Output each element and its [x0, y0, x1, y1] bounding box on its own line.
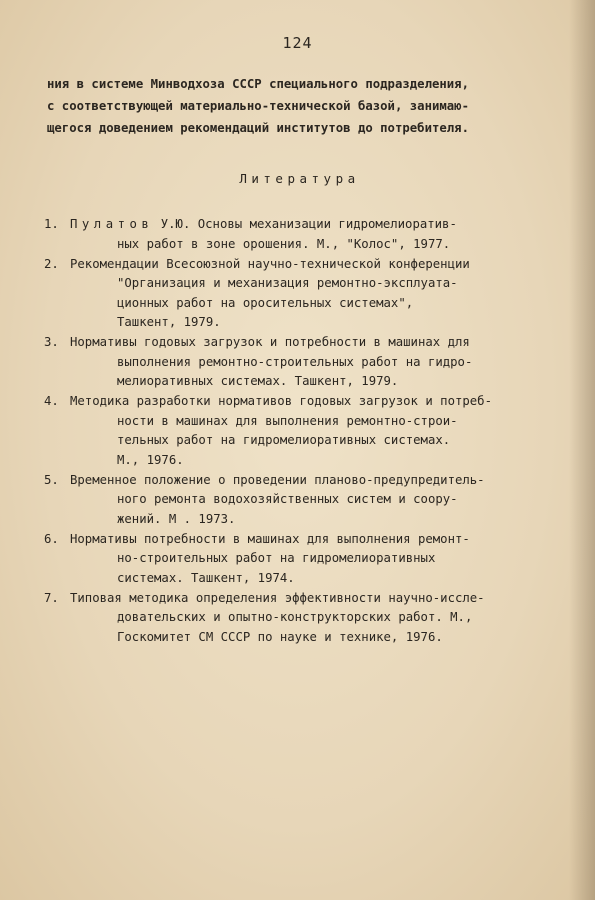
reference-line: но-строительных работ на гидромелиоративных: [117, 551, 436, 565]
reference-line: ного ремонта водохозяйственных систем и соору-: [117, 492, 458, 506]
reference-line: [44, 215, 574, 235]
intro-line: ния в системе Минводхоза СССР специального подразделения,: [47, 77, 469, 91]
reference-line: выполнения ремонтно-строительных работ на гидро-: [117, 354, 473, 369]
reference-line: жений. М . 1973.: [117, 511, 236, 526]
page-number: 124: [282, 34, 313, 52]
reference-line: Типовая методика определения эффективности научно-иссле-: [70, 590, 485, 605]
reference-number: 1.: [44, 217, 59, 231]
reference-line: тельных работ на гидромелиоративных системах.: [117, 433, 451, 447]
reference-line: ности в машинах для выполнения ремонтно-строи-: [117, 413, 458, 428]
reference-item-4: [44, 392, 574, 470]
reference-line: "Организация и механизация ремонтно-эксплуата-: [117, 276, 458, 290]
reference-text: У.Ю. Основы механизации гидромелиоратив-: [160, 217, 457, 231]
reference-line: ционных работ на оросительных системах",: [117, 295, 414, 310]
intro-line: щегося доведением рекомендаций институтов до потребителя.: [47, 121, 469, 135]
reference-line: Ташкент, 1979.: [117, 315, 221, 329]
reference-number: 2.: [44, 256, 59, 271]
intro-paragraph: [47, 73, 567, 139]
reference-line: М., 1976.: [117, 452, 184, 467]
reference-line: Рекомендации Всесоюзной научно-технической конференции: [70, 256, 470, 271]
reference-item-6: [44, 530, 574, 589]
reference-list: [44, 215, 574, 648]
reference-line: системах. Ташкент, 1974.: [117, 570, 295, 585]
reference-line: Госкомитет СМ СССР по науке и технике, 1976.: [117, 629, 443, 644]
reference-number: 4.: [44, 394, 59, 408]
reference-line: Нормативы годовых загрузок и потребности в машинах для: [70, 335, 470, 349]
reference-line: ных работ в зоне орошения. М., "Колос", 1977.: [117, 236, 451, 251]
reference-item-1: [44, 215, 574, 254]
reference-item-3: [44, 333, 574, 392]
reference-number: 7.: [44, 590, 59, 605]
section-heading: Литература: [239, 171, 360, 186]
reference-item-7: [44, 589, 574, 648]
reference-line: мелиоративных системах. Ташкент, 1979.: [117, 374, 399, 388]
reference-author: Пулатов: [70, 217, 154, 231]
reference-line: Методика разработки нормативов годовых загрузок и потреб-: [70, 394, 492, 408]
reference-item-5: [44, 471, 574, 530]
reference-line: довательских и опытно-конструкторских работ. М.,: [117, 610, 473, 624]
reference-number: 3.: [44, 335, 59, 349]
reference-number: 5.: [44, 472, 59, 487]
reference-item-2: [44, 255, 574, 333]
reference-number: 6.: [44, 531, 59, 546]
reference-line: Временное положение о проведении планово-предупредитель-: [70, 472, 485, 487]
reference-line: Нормативы потребности в машинах для выполнения ремонт-: [70, 531, 470, 546]
intro-line: с соответствующей материально-технической базой, занимаю-: [47, 99, 469, 113]
